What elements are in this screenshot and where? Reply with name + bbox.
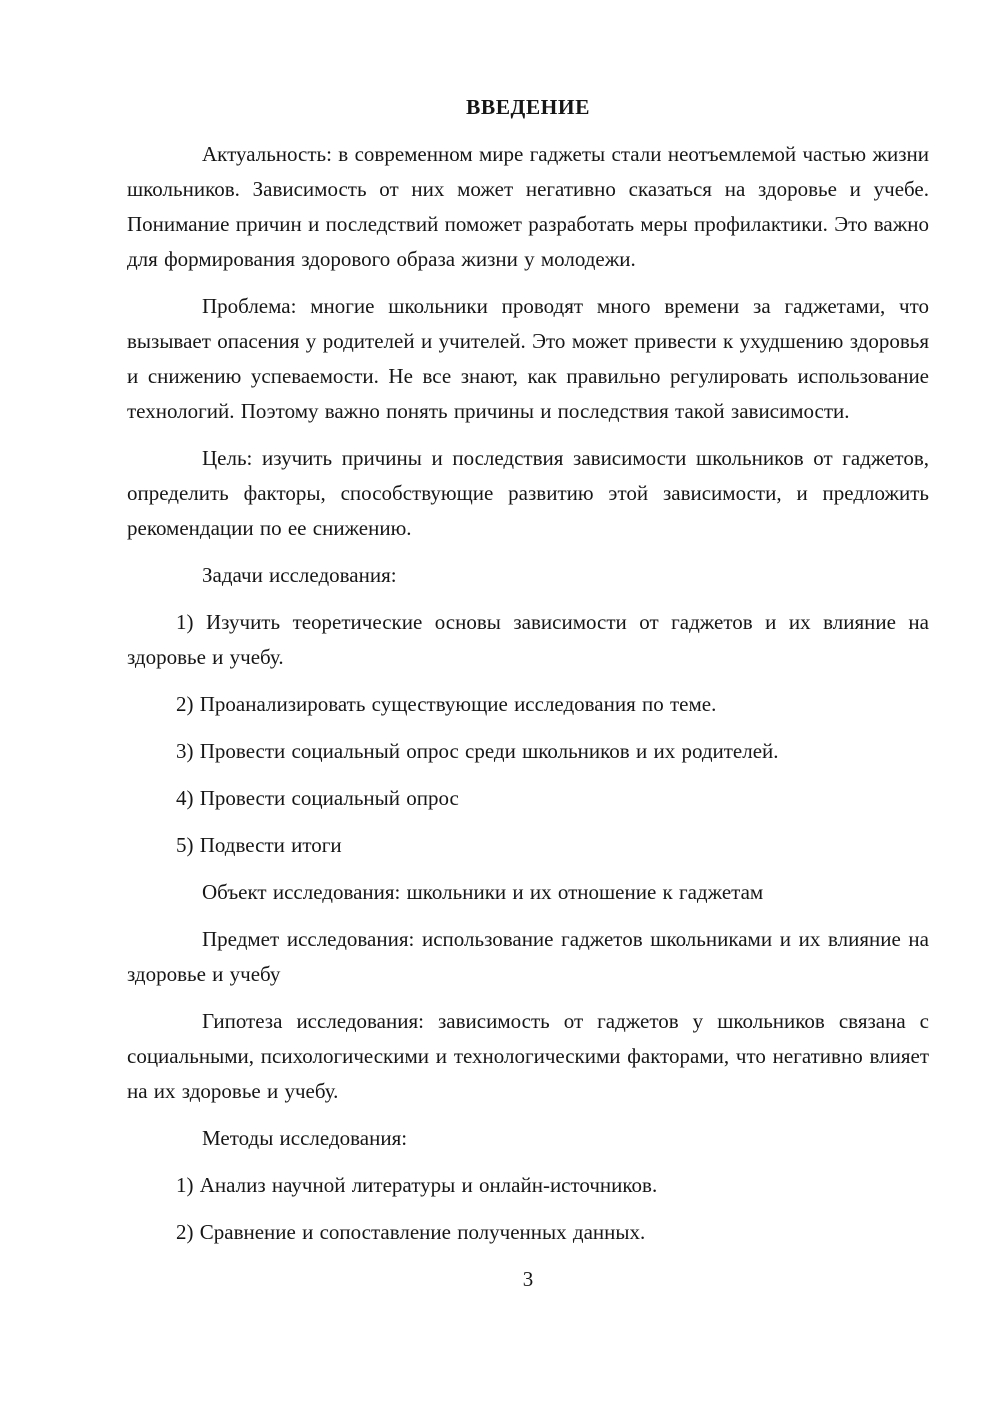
page-number: 3 <box>522 1267 534 1291</box>
method-item-1: 1) Анализ научной литературы и онлайн-источников. <box>176 1173 658 1197</box>
paragraph-goal: Цель: изучить причины и последствия зависимости школьников от гаджетов, определить факторы, способствующие развитию этой зависимости, и предложить рекомендации по ее снижению. <box>127 446 929 540</box>
paragraph-problem: Проблема: многие школьники проводят много времени за гаджетами, что вызывает опасения у родителей и учителей. Это может привести к ухудшению здоровья и снижению успеваемости. Не все знают, как правильно регулировать использование технологий. Поэтому важно понять причины и последствия такой зависимости. <box>127 294 929 423</box>
paragraph-subject: Предмет исследования: использование гаджетов школьниками и их влияние на здоровье и учебу <box>127 927 929 986</box>
paragraph-relevance: Актуальность: в современном мире гаджеты стали неотъемлемой частью жизни школьников. Зависимость от них может негативно сказаться на здоровье и учебе. Понимание причин и последствий поможет разработать меры профилактики. Это важно для формирования здорового образа жизни у молодежи. <box>127 142 929 271</box>
document-title: ВВЕДЕНИЕ <box>466 95 590 119</box>
paragraph-object: Объект исследования: школьники и их отношение к гаджетам <box>202 880 764 904</box>
task-item-1: 1) Изучить теоретические основы зависимости от гаджетов и их влияние на здоровье и учебу. <box>127 610 929 669</box>
tasks-heading: Задачи исследования: <box>202 563 397 587</box>
methods-heading: Методы исследования: <box>202 1126 408 1150</box>
method-item-2: 2) Сравнение и сопоставление полученных данных. <box>176 1220 646 1244</box>
paragraph-hypothesis: Гипотеза исследования: зависимость от гаджетов у школьников связана с социальными, психологическими и технологическими факторами, что негативно влияет на их здоровье и учебу. <box>127 1009 929 1103</box>
task-item-5: 5) Подвести итоги <box>176 833 342 857</box>
task-item-4: 4) Провести социальный опрос <box>176 786 459 810</box>
task-item-2: 2) Проанализировать существующие исследования по теме. <box>176 692 717 716</box>
task-item-3: 3) Провести социальный опрос среди школьников и их родителей. <box>176 739 779 763</box>
